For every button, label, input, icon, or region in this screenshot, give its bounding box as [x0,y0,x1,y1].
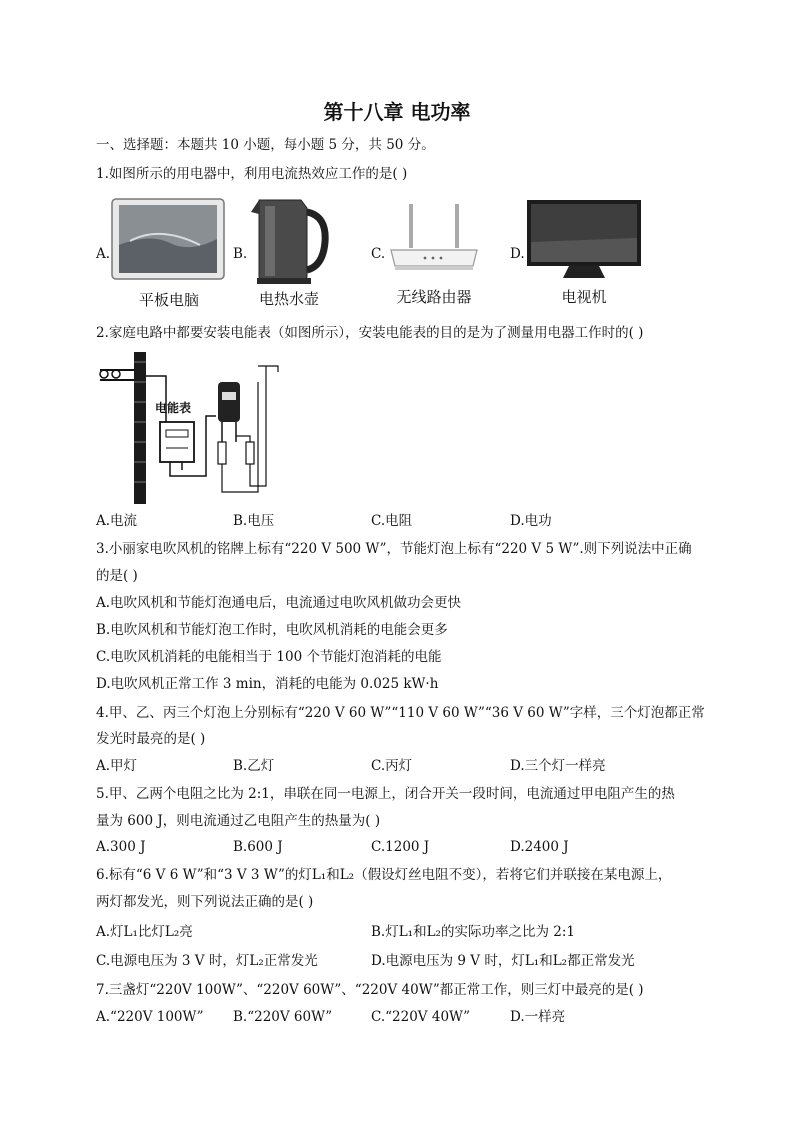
q7-option-d: D.一样亮 [510,1009,566,1025]
q5-option-d: D.2400 J [510,839,569,855]
q1-label-d: D. [510,246,525,262]
q5-stem-line2: 量为 600 J，则电流通过乙电阻产生的热量为( ) [96,813,381,829]
q2-option-a: A.电流 [96,513,138,529]
q1-caption-a: 平板电脑 [138,291,199,309]
q5-stem-line1: 5.甲、乙两个电阻之比为 2:1，串联在同一电源上，闭合开关一段时间，电流通过甲电阻产生的热 [96,786,675,802]
router-icon [385,200,483,278]
meter-circuit-figure [96,352,286,504]
kettle-figure [247,192,333,310]
q7-option-c: C.“220V 40W” [371,1009,471,1025]
page-title: 第十八章 电功率 [323,100,471,124]
q7-option-a: A.“220V 100W” [96,1009,204,1025]
q3-option-c: C.电吹风机消耗的电能相当于 100 个节能灯泡消耗的电能 [96,649,442,665]
q1-caption-b: 电热水壶 [258,290,319,308]
q2-option-d: D.电功 [510,513,552,529]
q5-option-b: B.600 J [233,839,283,855]
q6-option-d: D.电源电压为 9 V 时，灯L₁和L₂都正常发光 [371,953,635,969]
q3-option-a: A.电吹风机和节能灯泡通电后，电流通过电吹风机做功会更快 [96,595,462,611]
q1-label-b: B. [233,246,248,262]
q4-stem-line2: 发光时最亮的是( ) [96,731,206,747]
q2-stem: 2.家庭电路中都要安装电能表（如图所示），安装电能表的目的是为了测量用电器工作时的( ) [96,325,644,341]
q7-stem: 7.三盏灯“220V 100W”、“220V 60W”、“220V 40W”都正常工作，则三灯中最亮的是( ) [96,982,644,998]
q1-label-c: C. [371,246,386,262]
q6-option-b: B.灯L₁和L₂的实际功率之比为 2:1 [371,924,575,940]
tablet-icon [110,195,228,285]
section-heading: 一、选择题：本题共 10 小题，每小题 5 分，共 50 分。 [96,137,435,153]
q5-option-c: C.1200 J [371,839,430,855]
tablet-figure [110,195,228,310]
q1-caption-c: 无线路由器 [396,288,472,306]
q4-option-a: A.甲灯 [96,758,138,774]
q3-stem-line2: 的是( ) [96,568,138,584]
q4-option-d: D.三个灯一样亮 [510,758,606,774]
q2-option-b: B.电压 [233,513,275,529]
meter-circuit-diagram [96,352,286,504]
q4-option-b: B.乙灯 [233,758,275,774]
kettle-icon [247,192,333,286]
q5-option-a: A.300 J [96,839,146,855]
q7-option-b: B.“220V 60W” [233,1009,333,1025]
meter-label: 电能表 [155,401,192,415]
q1-label-a: A. [96,246,111,262]
q6-option-c: C.电源电压为 3 V 时，灯L₂正常发光 [96,953,318,969]
q1-caption-d: 电视机 [561,288,607,306]
q4-stem-line1: 4.甲、乙、丙三个灯泡上分别标有“220 V 60 W”“110 V 60 W”“36 V 60 W”字样，三个灯泡都正常 [96,705,705,721]
q1-stem: 1.如图所示的用电器中，利用电流热效应工作的是( ) [96,166,408,182]
q2-option-c: C.电阻 [371,513,413,529]
tv-figure [525,198,643,308]
q3-option-d: D.电吹风机正常工作 3 min，消耗的电能为 0.025 kW·h [96,676,439,692]
q6-option-a: A.灯L₁比灯L₂亮 [96,924,193,940]
q3-stem-line1: 3.小丽家电吹风机的铭牌上标有“220 V 500 W”，节能灯泡上标有“220 V 5 W”.则下列说法中正确 [96,541,692,557]
router-figure [385,200,483,308]
q4-option-c: C.丙灯 [371,758,413,774]
tv-icon [525,198,643,282]
q3-option-b: B.电吹风机和节能灯泡工作时，电吹风机消耗的电能会更多 [96,622,448,638]
q6-stem-line2: 两灯都发光，则下列说法正确的是( ) [96,894,314,910]
q6-stem-line1: 6.标有“6 V 6 W”和“3 V 3 W”的灯L₁和L₂（假设灯丝电阻不变），若将它们并联接在某电源上， [96,867,672,883]
